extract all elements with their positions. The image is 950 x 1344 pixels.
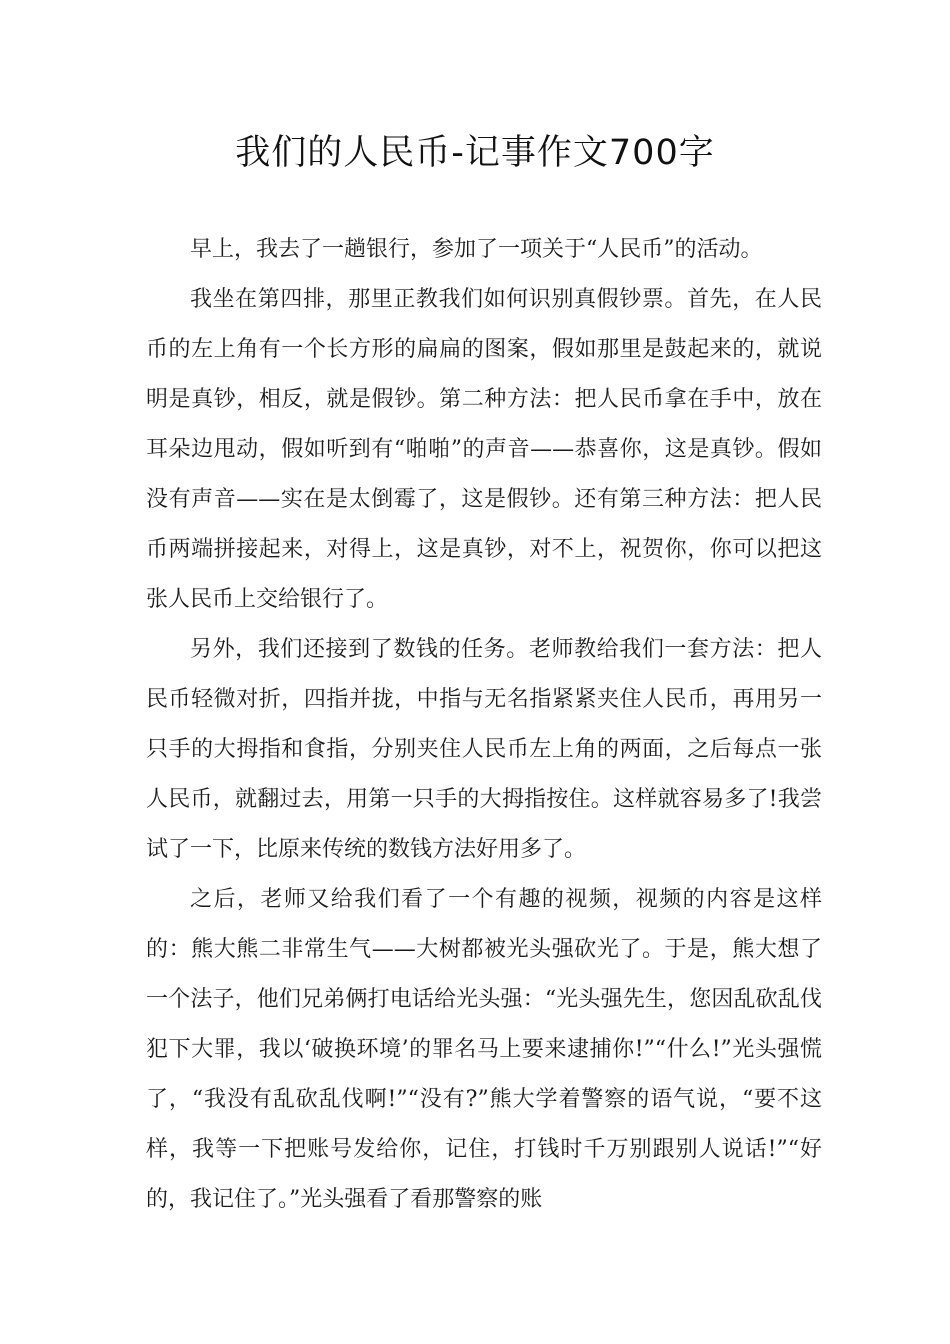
paragraph-4: 之后，老师又给我们看了一个有趣的视频，视频的内容是这样的：熊大熊二非常生气——大树都被光头强砍光了。于是，熊大想了一个法子，他们兄弟俩打电话给光头强：“光头强先生，您因乱砍乱伐犯下大罪，我以‘破换环境’的罪名马上要来逮捕你!”“什么!”光头强慌了，“我没有乱砍乱伐啊!”“没有?”熊大学着警察的语气说，“要不这样，我等一下把账号发给你，记住，打钱时千万别跟别人说话!”“好的，我记住了。”光头强看了看那警察的账 [146, 887, 822, 1212]
document-title: 我们的人民币-记事作文700字 [235, 133, 715, 173]
paragraph-1: 早上，我去了一趟银行，参加了一项关于“人民币”的活动。 [190, 237, 763, 262]
paragraph-2: 我坐在第四排，那里正教我们如何识别真假钞票。首先，在人民币的左上角有一个长方形的扁扁的图案，假如那里是鼓起来的，就说明是真钞，相反，就是假钞。第二种方法：把人民币拿在手中，放在耳朵边甩动，假如听到有“啪啪”的声音——恭喜你，这是真钞。假如没有声音——实在是太倒霉了，这是假钞。还有第三种方法：把人民币两端拼接起来，对得上，这是真钞，对不上，祝贺你，你可以把这张人民币上交给银行了。 [146, 287, 822, 612]
paragraph-3: 另外，我们还接到了数钱的任务。老师教给我们一套方法：把人民币轻微对折，四指并拢，中指与无名指紧紧夹住人民币，再用另一只手的大拇指和食指，分别夹住人民币左上角的两面，之后每点一张人民币，就翻过去，用第一只手的大拇指按住。这样就容易多了!我尝试了一下，比原来传统的数钱方法好用多了。 [146, 637, 822, 862]
document-body [146, 225, 822, 1225]
